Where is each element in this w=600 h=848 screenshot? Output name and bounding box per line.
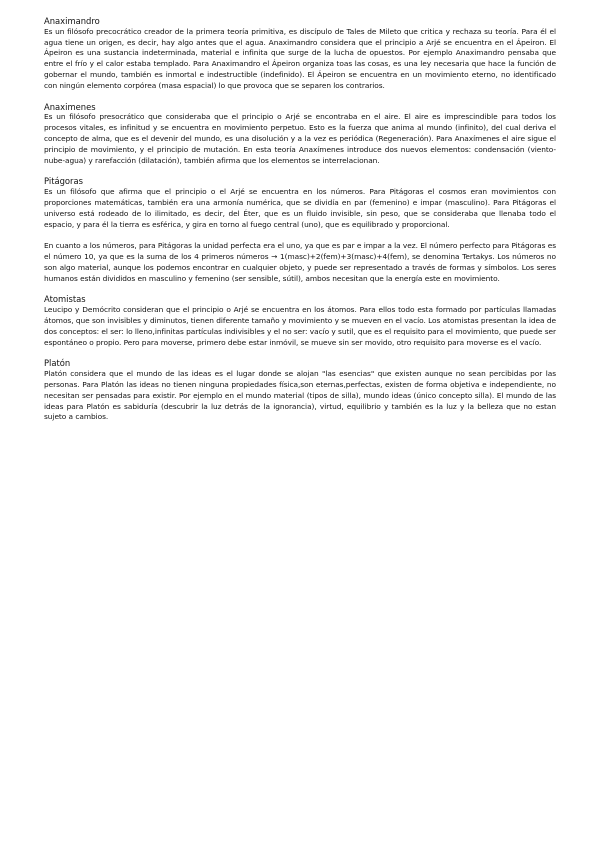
paragraph: En cuanto a los números, para Pitágoras la unidad perfecta era el uno, ya que es par e impar a la vez. El número perfecto para Pitágoras es el número 10, ya que es la suma de los 4 primeros números → 1(masc)+2(fem)+3(masc)+4(fem), se denomina Tertakys. Los números no son algo material, aunque los podemos encontrar en cualquier objeto, y puede ser representado a través de formas y símbolos. Los seres humanos están divididos en masculino y femenino (ser sensible, sútil), ambos necesitan que la energía este en movimiento.: [44, 241, 556, 283]
section-anaximandro: [44, 16, 556, 92]
paragraph: Es un filósofo que afirma que el principio o el Arjé se encuentra en los números. Para Pitágoras el cosmos eran movimientos con proporciones matemáticas, también era una armonía numérica, que se dividía en par (femenino) e impar (masculino). Para Pitágoras el universo está rodeado de lo ilimitado, es decir, del Éter, que es un fluido invisible, sin peso, que se consideraba que llenaba todo el espacio, y para él la tierra es esférica, y gira en torno al fuego central (uno), que es equilibrado y proporcional.: [44, 187, 556, 229]
section-title: Atomistas: [44, 294, 86, 305]
paragraph: Leucipo y Demócrito consideran que el principio o Arjé se encuentra en los átomos. Para ellos todo esta formado por partículas llamadas átomos, que son invisibles y diminutos, tienen diferente tamaño y movimiento y se mueven en el vacío. Los atomistas presentan la idea de dos conceptos: el ser: lo lleno,infinitas partículas indivisibles y el no ser: vacío y sutil, que es el requisito para el movimiento, que puede ser espontáneo o propio. Pero para moverse, primero debe estar inmóvil, se mueve sin ser movido, otro requisito para moverse es el vacío.: [44, 305, 556, 347]
paragraph: Es un filósofo precocrático creador de la primera teoría primitiva, es discípulo de Tales de Mileto que critica y rechaza su teoría. Para él el agua tiene un origen, es decir, hay algo antes que el agua. Anaximandro considera que el principio a Arjé se encuentra en el Ápeiron. El Ápeiron es una sustancia indeterminada, material e infinita que surge de la lucha de opuestos. Por ejemplo Anaximandro pensaba que entre el frío y el calor estaba templado. Para Anaximandro el Ápeiron organiza toas las cosas, es una ley necesaria que hace la función de gobernar el mundo, también es inmortal e indestructible (indefinido). El Ápeiron se encuentra en un movimiento eterno, no identificado con ningún elemento corpórea (masa espacial) lo que provoca que se separen los contrarios.: [44, 26, 556, 90]
section-title: Anaximandro: [44, 16, 100, 26]
section-pitagoras: [44, 176, 556, 284]
section-anaximenes: [44, 102, 556, 167]
section-title: Platón: [44, 358, 71, 369]
section-platon: [44, 358, 556, 423]
document-page: [44, 16, 556, 433]
paragraph: Es un filósofo presocrático que consideraba que el principio o Arjé se encontraba en el aire. El aire es imprescindible para todos los procesos vitales, es infinitud y se encuentra en movimiento perpetuo. Esto es la fuerza que anima al mundo (infinito), del cual deriva el concepto de alma, que es el devenir del mundo, es una disolución y a la vez es periódica (Regeneración). Para Anaxímenes el aire sigue el principio de movimiento, y el principio de mutación. En esta teoría Anaxímenes introduce dos nuevos elementos: condensación (viento-nube-agua) y rarefacción (dilatación), también afirma que los elementos se interrelacionan.: [44, 112, 556, 165]
paragraph: Platón considera que el mundo de las ideas es el lugar donde se alojan "las esencias" que existen aunque no sean percibidas por las personas. Para Platón las ideas no tienen ninguna propiedades física,son eternas,perfectas, existen de forma objetiva e independiente, no necesitan ser pensadas para existir. Por ejemplo en el mundo material (tipos de silla), mundo ideas (único concepto silla). El mundo de las ideas para Platón es sabiduría (descubrir la luz detrás de la ignorancia), virtud, equilibrio y también es la luz y la belleza que no estan sujeto a cambios.: [44, 369, 556, 422]
section-title: Anaximenes: [44, 101, 96, 112]
section-atomistas: [44, 294, 556, 348]
section-title: Pitágoras: [44, 176, 83, 187]
